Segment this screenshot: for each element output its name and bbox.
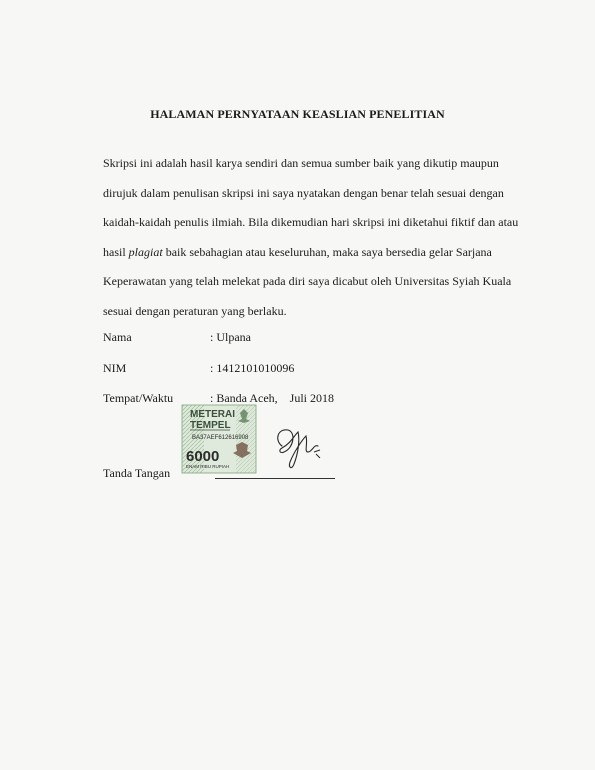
handwritten-signature [270, 418, 330, 476]
paragraph-text: baik sebahagian atau keseluruhan, maka saya bersedia gelar Sarjana [165, 244, 492, 259]
paragraph-line: dirujuk dalam penulisan skripsi ini saya nyatakan dengan benar telah sesuai dengan [103, 185, 504, 200]
field-label: NIM [103, 361, 127, 375]
page-title: HALAMAN PERNYATAAN KEASLIAN PENELITIAN [150, 107, 445, 121]
svg-text:ENAM RIBU RUPIAH: ENAM RIBU RUPIAH [186, 464, 230, 469]
field-value: : Banda Aceh, Juli 2018 [210, 391, 334, 405]
paragraph-line: kaidah-kaidah penulis ilmiah. Bila dikemudian hari skripsi ini diketahui fiktif dan atau [103, 215, 519, 229]
signature-label: Tanda Tangan [103, 466, 171, 480]
svg-text:TEMPEL: TEMPEL [190, 420, 231, 431]
paragraph-line: Skripsi ini adalah hasil karya sendiri dan semua sumber baik yang dikutip maupun [103, 156, 499, 170]
svg-text:BA37AEF612616908: BA37AEF612616908 [192, 435, 249, 441]
paragraph-line: Keperawatan yang telah melekat pada diri saya dicabut oleh Universitas Syiah Kuala [103, 274, 512, 288]
field-value: : Ulpana [210, 330, 251, 344]
field-label: Nama [103, 330, 132, 344]
meterai-stamp [178, 403, 260, 475]
svg-text:METERAI: METERAI [190, 409, 235, 420]
svg-text:6000: 6000 [186, 448, 220, 465]
paragraph-line: sesuai dengan peraturan yang berlaku. [103, 303, 287, 318]
statement-paragraph [103, 149, 519, 326]
signature-line [215, 478, 335, 479]
field-value: : 1412101010096 [210, 361, 295, 375]
paragraph-text: hasil [103, 244, 126, 259]
field-label: Tempat/Waktu [103, 391, 174, 405]
italic-word: plagiat [128, 244, 163, 259]
paragraph-line-with-italic [103, 238, 492, 268]
